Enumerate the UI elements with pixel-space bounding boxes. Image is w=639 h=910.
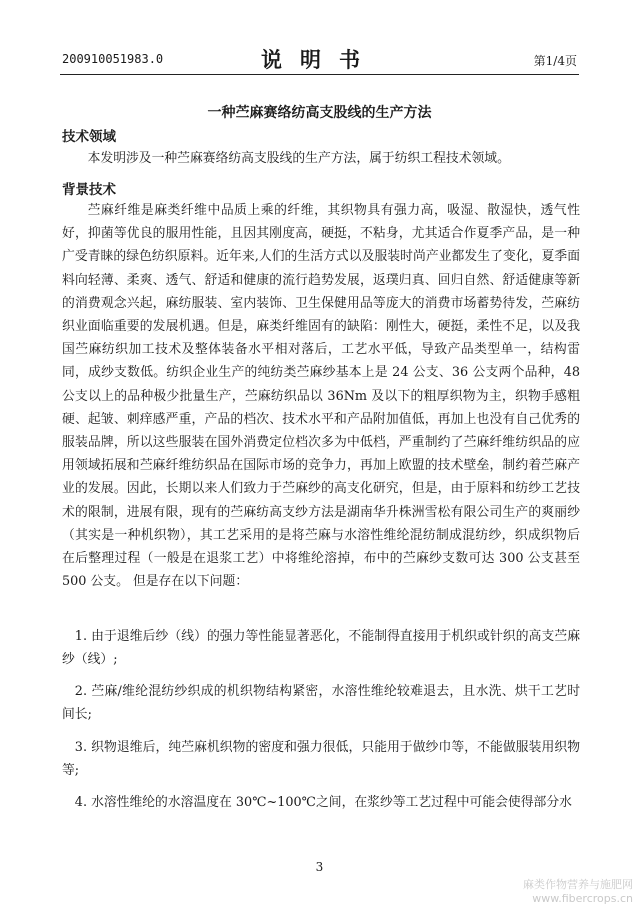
- tech-field-paragraph: 本发明涉及一种苎麻赛络纺高支股线的生产方法，属于纺织工程技术领域。: [87, 151, 510, 166]
- background-heading: 背景技术: [62, 182, 116, 198]
- site-watermark: [523, 878, 633, 906]
- tech-field-heading: 技术领域: [62, 129, 116, 145]
- header-page-indicator: 第1/4页: [533, 54, 577, 68]
- watermark-line-2: www.fibercrops.cn: [532, 892, 633, 905]
- issue-item-1: 1. 由于退维后纱（线）的强力等性能显著恶化，不能制得直接用于机织或针织的高支苎麻纱（线）;: [62, 629, 580, 668]
- header-title: 说明书: [261, 48, 378, 72]
- issue-item-4: 4. 水溶性维纶的水溶温度在 30℃~100℃之间，在浆纱等工艺过程中可能会使得部分水: [74, 795, 572, 810]
- application-number: 200910051983.0: [62, 52, 164, 66]
- background-paragraph: 苎麻纤维是麻类纤维中品质上乘的纤维，其织物具有强力高，吸湿、散湿快，透气性好，抑菌等优良的服用性能，且因其刚度高，硬挺，不粘身，尤其适合作夏季产品，是一种广受青睐的绿色纺织原料。近年来,人们的生活方式以及服装时尚产业都发生了变化，夏季面料向轻薄、柔爽、透气、舒适和健康的流行趋势发展，返璞归真、回归自然、舒适健康等新的消费观念兴起，麻纺服装、室内装饰、卫生保健用品等庞大的消费市场蓄势待发，苎麻纺织业面临重要的发展机遇。但是，麻类纤维固有的缺陷：刚性大，硬挺，柔性不足，以及我国苎麻纺织加工技术及整体装备水平相对落后，工艺水平低，导致产品类型单一，结构雷同，成纱支数低。纺织企业生产的纯纺类苎麻纱基本上是 24 公支、36 公支两个品种，48 公支以上的品种极少批量生产，苎麻纺织品以 36Nm 及以下的粗厚织物为主，织物手感粗硬、起皱、刺痒感严重，产品的档次、技术水平和产品附加值低，再加上也没有自己优秀的服装品牌，所以这些服装在国外消费定位档次多为中低档，严重制约了苎麻纤维纺织品的应用领域拓展和苎麻纤维纺织品在国际市场的竞争力，再加上欧盟的技术壁垒，制约着苎麻产业的发展。因此，长期以来人们致力于苎麻纱的高支化研究，但是，由于原料和纺纱工艺技术的限制，进展有限，现有的苎麻纺高支纱方法是湖南华升株洲雪松有限公司生产的爽丽纱（其实是一种机织物），其工艺采用的是将苎麻与水溶性维纶混纺制成混纺纱，织成织物后在后整理过程（一般是在退浆工艺）中将维纶溶掉，布中的苎麻纱支数可达 300 公支甚至 500 公支。 但是存在以下问题：: [62, 203, 580, 590]
- page-header: [60, 40, 579, 75]
- page-number: 3: [315, 860, 324, 874]
- watermark-line-1: 麻类作物营养与施肥网: [523, 878, 633, 891]
- issue-item-3: 3. 织物退维后，纯苎麻机织物的密度和强力很低，只能用于做纱巾等，不能做服装用织物等;: [62, 740, 580, 779]
- document-title: 一种苎麻赛络纺高支股线的生产方法: [207, 105, 432, 121]
- issue-item-2: 2. 苎麻/维纶混纺纱织成的机织物结构紧密，水溶性维纶较难退去，且水洗、烘干工艺时间长;: [62, 684, 580, 723]
